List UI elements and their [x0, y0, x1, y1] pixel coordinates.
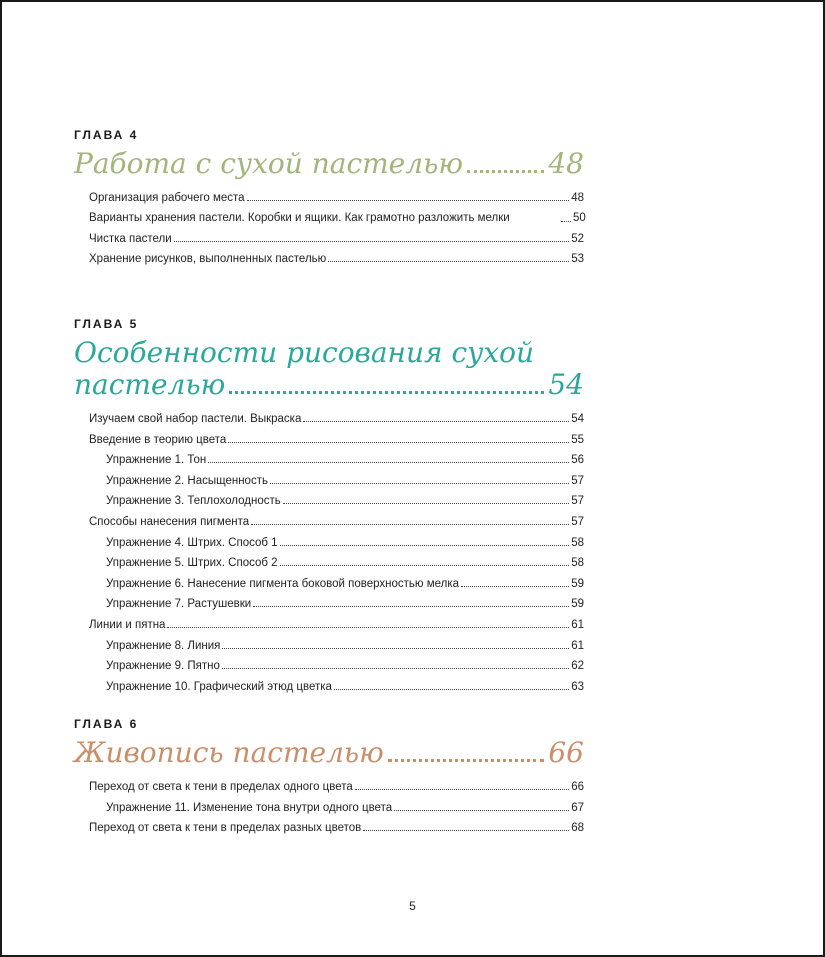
toc-entry[interactable]: [89, 798, 584, 819]
leader-dots: [461, 586, 569, 587]
chapter-title[interactable]: [74, 737, 584, 769]
toc-entry-title: Организация рабочего места: [89, 192, 245, 204]
toc-entry-title: Упражнение 7. Растушевки: [106, 598, 252, 611]
leader-dots: [334, 689, 569, 690]
leader-dots: [167, 627, 569, 628]
toc-entry-page: 62: [571, 660, 584, 673]
leader-dots: [283, 503, 569, 504]
toc-entry[interactable]: [89, 430, 584, 451]
toc-entry[interactable]: [89, 409, 584, 430]
toc-entry[interactable]: [89, 594, 584, 615]
leader-dots: [561, 221, 571, 222]
chapter-title[interactable]: [74, 148, 584, 180]
chapter-page: 66: [548, 736, 584, 769]
toc-entry[interactable]: [89, 818, 584, 839]
toc-entry[interactable]: [89, 615, 584, 636]
leader-dots: [174, 241, 570, 242]
toc-entry-page: 53: [571, 253, 584, 266]
leader-dots: [280, 545, 570, 546]
toc-entry-page: 67: [571, 801, 584, 814]
chapter-label: ГЛАВА 4: [74, 128, 139, 142]
toc-entry-title: Линии и пятна: [89, 618, 166, 631]
toc-entry-page: 55: [571, 433, 584, 446]
toc-entry-page: 61: [571, 639, 584, 652]
chapter-title-line: [74, 369, 584, 401]
toc-entry-title: Хранение рисунков, выполненных пастелью: [89, 253, 327, 266]
chapter-label: ГЛАВА 6: [74, 717, 139, 731]
toc-entry-title: Упражнение 3. Теплохолодность: [106, 495, 281, 508]
chapter-title-text: пастелью: [74, 368, 226, 401]
toc-entry[interactable]: [89, 636, 584, 657]
toc-entry-page: 56: [571, 454, 584, 467]
toc-entries: [74, 777, 584, 839]
toc-entry-title: Упражнение 11. Изменение тона внутри одного цвета: [106, 801, 393, 814]
leader-dots: [222, 648, 569, 649]
leader-dots: [228, 442, 569, 443]
toc-entry-title: Переход от света к тени в пределах разных цветов: [89, 822, 362, 835]
title-leader-dots: [229, 391, 544, 394]
leader-dots: [328, 261, 569, 262]
leader-dots: [280, 565, 570, 566]
toc-entry-page: 59: [571, 598, 584, 611]
toc-entry[interactable]: [89, 229, 584, 250]
toc-entry-title: Способы нанесения пигмента: [89, 515, 250, 528]
toc-entry-title: Упражнение 6. Нанесение пигмента боковой поверхностью мелка: [106, 577, 460, 590]
toc-entry-page: 58: [571, 536, 584, 549]
leader-dots: [253, 606, 569, 607]
leader-dots: [394, 810, 569, 811]
toc-entry[interactable]: [89, 471, 584, 492]
chapter-label: ГЛАВА 5: [74, 317, 139, 331]
toc-entry-title: Упражнение 9. Пятно: [106, 660, 220, 673]
leader-dots: [270, 483, 569, 484]
toc-entry-title: Варианты хранения пастели. Коробки и ящики. Как грамотно разложить мелки: [89, 211, 510, 224]
chapter-title-line: [74, 337, 584, 369]
toc-entry-title: Упражнение 8. Линия: [106, 639, 221, 652]
toc-entry-page: 63: [571, 680, 584, 693]
toc-entry[interactable]: [89, 512, 584, 533]
toc-entry-title: Изучаем свой набор пастели. Выкраска: [89, 413, 302, 425]
toc-entry-page: 50: [573, 211, 586, 224]
page-number: 5: [409, 899, 416, 913]
toc-entries: [74, 188, 584, 270]
chapter-title-text: Живопись пастелью: [74, 736, 384, 769]
chapter-4: [74, 128, 584, 270]
toc-entry-page: 57: [571, 515, 584, 528]
toc-entry-title: Чистка пастели: [89, 232, 172, 245]
toc-entry[interactable]: [89, 249, 584, 270]
toc-entry[interactable]: [89, 533, 584, 554]
toc-entry-page: 58: [571, 557, 584, 570]
toc-entry-page: 48: [571, 192, 584, 204]
toc-entry-title: Упражнение 2. Насыщенность: [106, 474, 268, 487]
toc-entry-page: 54: [571, 413, 584, 425]
chapter-5: [74, 317, 584, 697]
chapter-title[interactable]: [74, 337, 584, 401]
toc-entry[interactable]: [89, 450, 584, 471]
toc-entry[interactable]: [89, 574, 584, 595]
toc-entry-title: Переход от света к тени в пределах одного цвета: [89, 781, 353, 793]
toc-entry[interactable]: [89, 777, 584, 798]
toc-entry-title: Введение в теорию цвета: [89, 433, 227, 446]
leader-dots: [363, 830, 569, 831]
title-leader-dots: [467, 170, 544, 173]
toc-entry-page: 59: [571, 577, 584, 590]
toc-entry[interactable]: [89, 209, 584, 229]
leader-dots: [303, 421, 569, 422]
title-leader-dots: [388, 759, 545, 762]
toc-entry[interactable]: [89, 491, 584, 512]
toc-entry-title: Упражнение 10. Графический этюд цветка: [106, 680, 332, 693]
chapter-title-text: Работа с сухой пастелью: [74, 147, 463, 180]
chapter-page: 54: [548, 368, 584, 401]
toc-entry-page: 57: [571, 495, 584, 508]
chapter-6: [74, 717, 584, 839]
toc-entry-title: Упражнение 4. Штрих. Способ 1: [106, 536, 278, 549]
leader-dots: [355, 789, 569, 790]
toc-entry-page: 61: [571, 618, 584, 631]
toc-entry-page: 52: [571, 232, 584, 245]
leader-dots: [247, 200, 570, 201]
toc-entry-page: 68: [571, 822, 584, 835]
leader-dots: [208, 462, 569, 463]
toc-entry-title: Упражнение 5. Штрих. Способ 2: [106, 557, 278, 570]
toc-entry-page: 66: [571, 781, 584, 793]
chapter-title-text: Особенности рисования сухой: [74, 336, 535, 369]
leader-dots: [222, 668, 569, 669]
toc-entry[interactable]: [89, 553, 584, 574]
chapter-page: 48: [548, 147, 584, 180]
toc-entry-page: 57: [571, 474, 584, 487]
toc-entry[interactable]: [89, 656, 584, 677]
toc-entry[interactable]: [89, 677, 584, 698]
leader-dots: [251, 524, 569, 525]
toc-entries: [74, 409, 584, 697]
toc-entry-title: Упражнение 1. Тон: [106, 454, 207, 467]
toc-entry[interactable]: [89, 188, 584, 209]
